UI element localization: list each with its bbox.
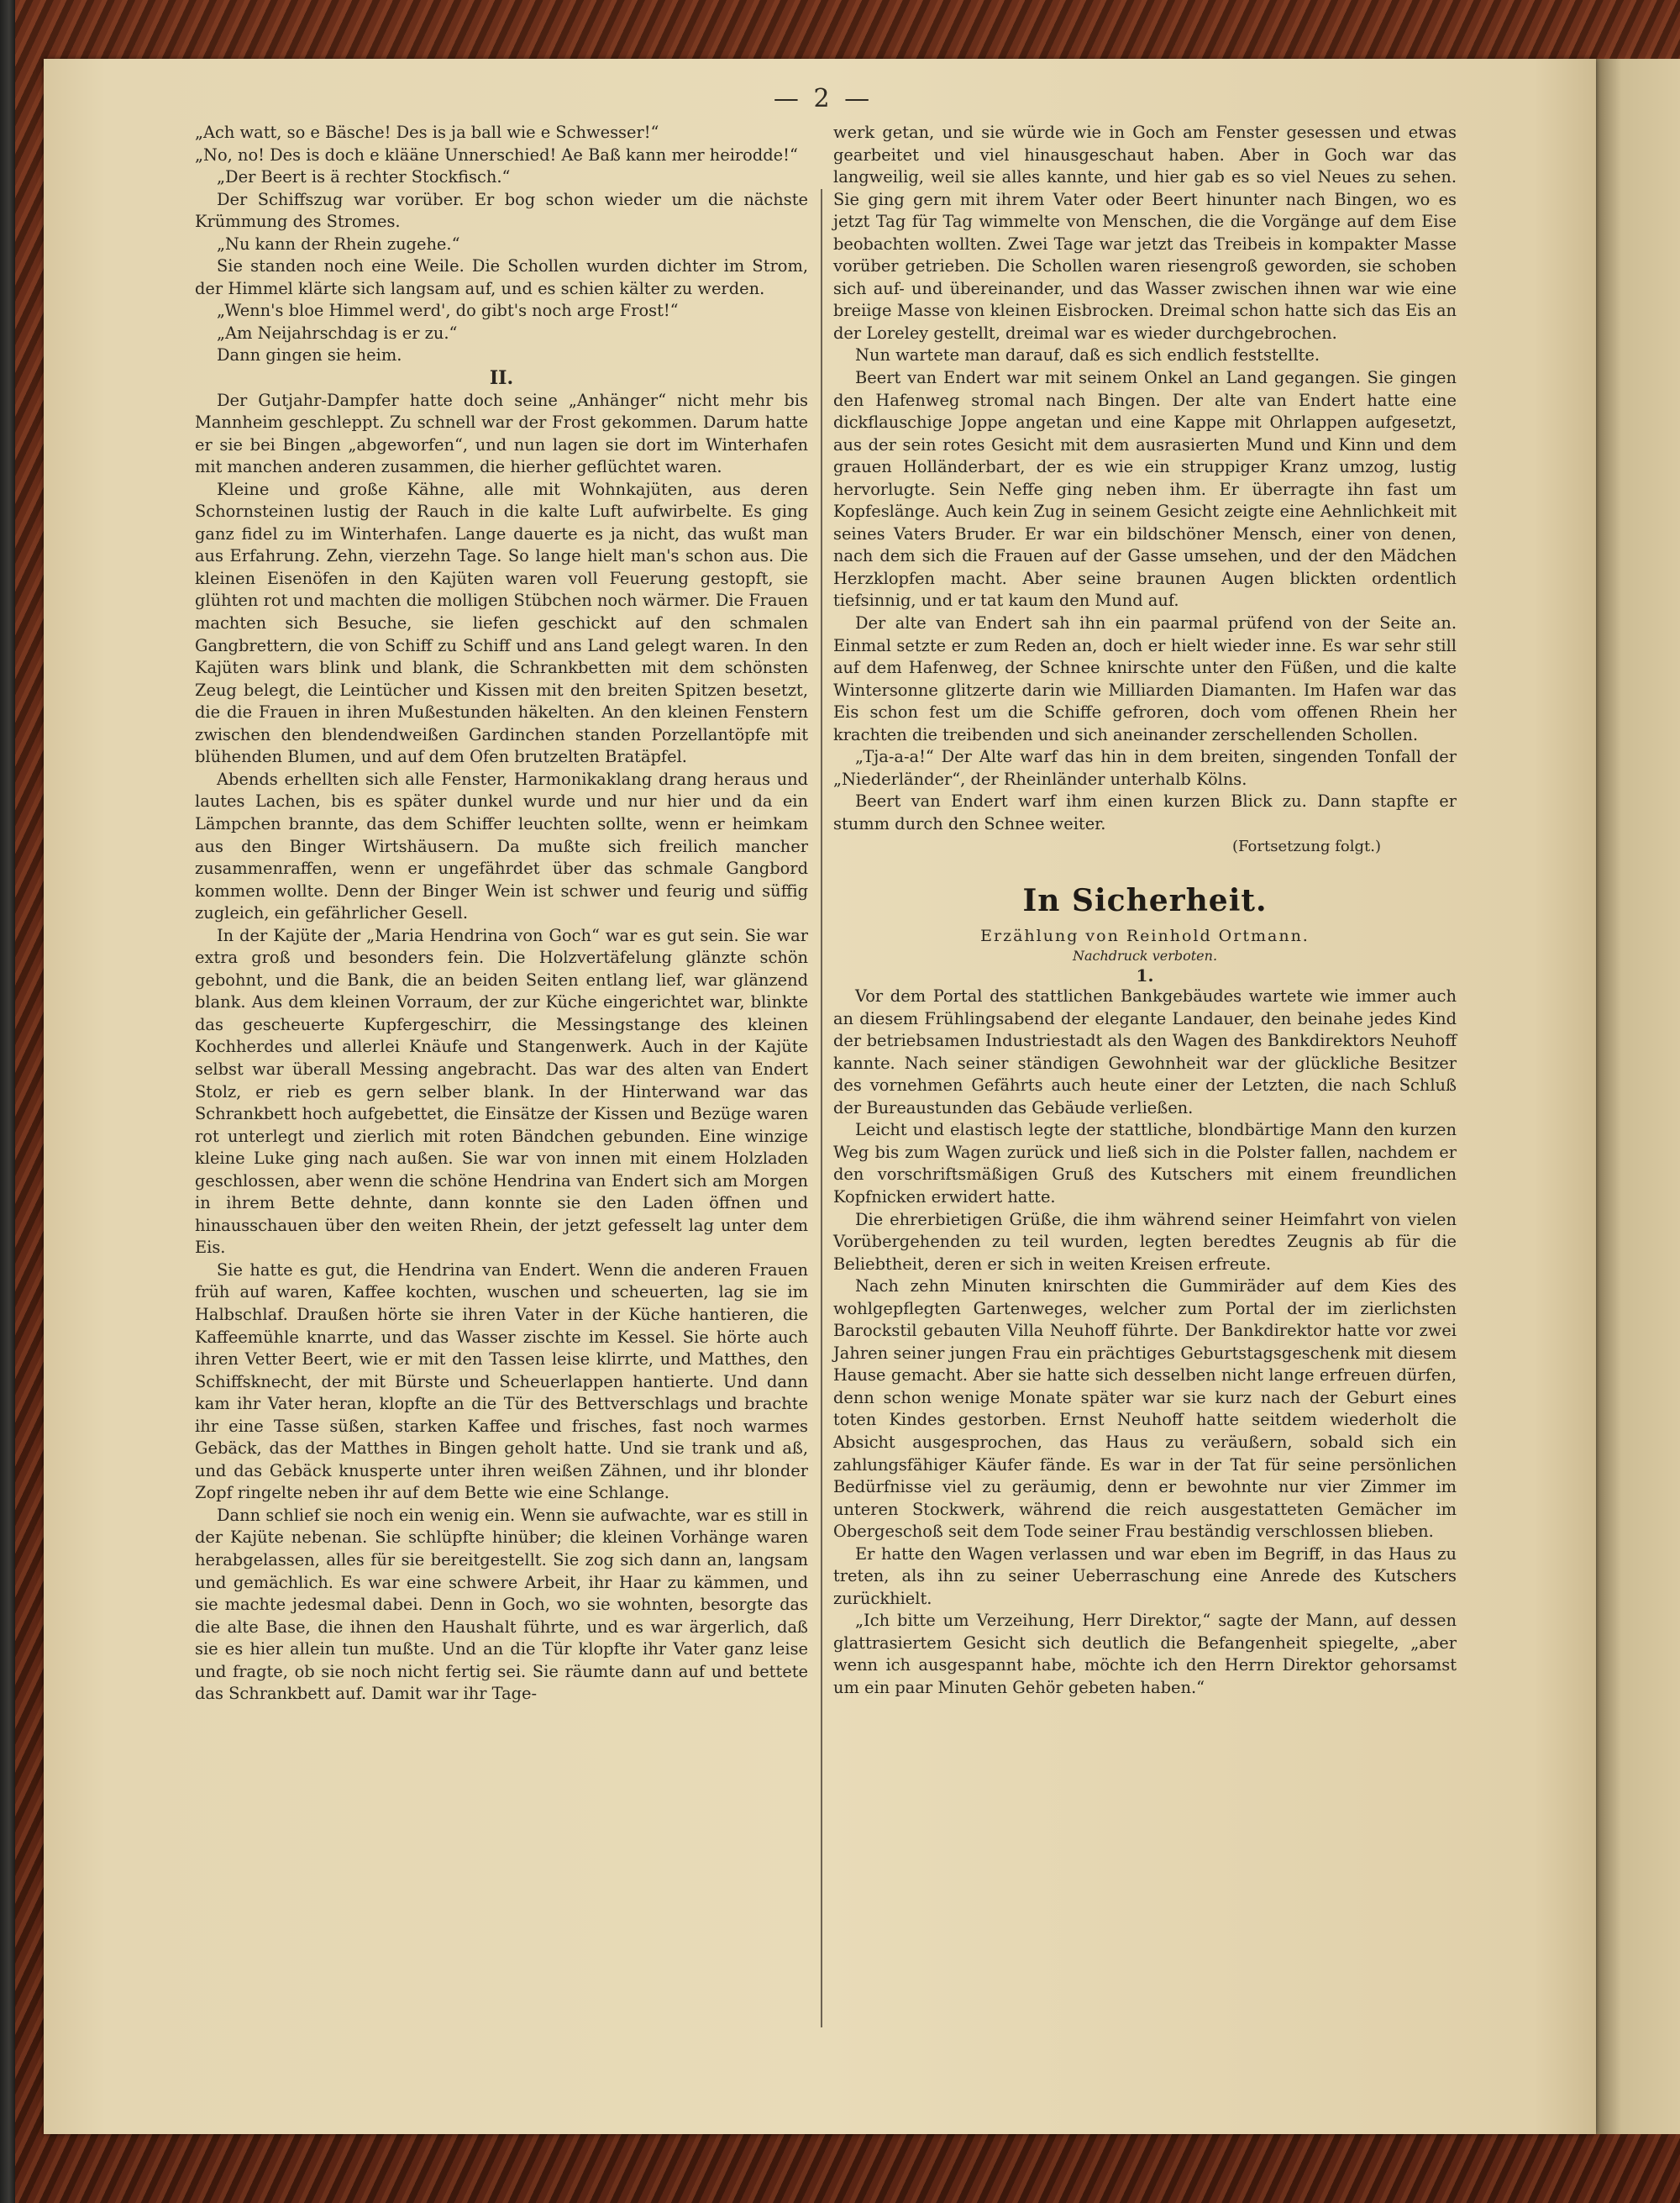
paragraph: Beert van Endert war mit seinem Onkel an Land gegangen. Sie gingen den Hafenweg stromal nach Bingen. Der alte van Endert hatte eine dickflauschige Joppe angetan und eine Kappe mit Ohrlappen aufgesetzt, aus der sein rotes Gesicht mit dem ausrasierten Mund und Kinn und dem grauen Holländerbart, der es wie ein struppiger Kranz umzog, lustig hervorlugte. Sein Neffe ging neben ihm. Er überragte ihn fast um Kopfeslänge. Auch kein Zug in seinem Gesicht zeigte eine Aehnlichkeit mit seines Vaters Bruder. Er war ein bildschöner Mensch, einer von denen, nach dem sich die Frauen auf der Gasse umsehen, und der den Mädchen Herzklopfen macht. Aber seine braunen Augen blickten ordentlich tiefsinnig, und er tat kaum den Mund auf.	[833, 368, 1457, 611]
paragraph: In der Kajüte der „Maria Hendrina von Goch“ war es gut sein. Sie war extra groß und besonders fein. Die Holzvertäfelung glänzte schön gebohnt, und die Bank, die an beiden Seiten entlang lief, war glänzend blank. Aus dem kleinen Vorraum, der zur Küche eingerichtet war, blinkte das gescheuerte Kupfergeschirr, die Messingstange des kleinen Kochherdes und allerlei Knäufe und Stangenwerk. Auch in der Kajüte selbst war überall Messing angebracht. Das war des alten van Endert Stolz, er rieb es gern selber blank. In der Hinterwand war das Schrankbett hoch aufgebettet, die Einsätze der Kissen und Bezüge waren rot unterlegt und zierlich mit roten Bändchen gebunden. Eine winzige kleine Luke ging nach außen. Sie war von innen mit einem Holzladen geschlossen, aber wenn die schöne Hendrina van Endert sich am Morgen in ihrem Bette dehnte, dann konnte sie den Laden öffnen und hinausschauen über den weiten Rhein, der jetzt gefesselt lag unter dem Eis.	[195, 925, 808, 1258]
chapter-number: 1.	[1136, 965, 1154, 986]
reprint-note: Nachdruck verboten.	[1072, 948, 1218, 965]
paragraph: Nun wartete man darauf, daß es sich endlich feststellte.	[855, 345, 1320, 365]
paragraph: Kleine und große Kähne, alle mit Wohnkajüten, aus deren Schornsteinen lustig der Rauch in die kalte Luft aufwirbelte. Es ging ganz fidel zu im Winterhafen. Lange dauerte es ja nicht, das wußt man aus Erfahrung. Zehn, vierzehn Tage. So lange hielt man's schon aus. Die kleinen Eisenöfen in den Kajüten waren voll Feuerung gestopft, sie glühten rot und machten die molligen Stübchen noch wärmer. Die Frauen machten sich Besuche, sie liefen geschickt auf den schmalen Gangbrettern, die von Schiff zu Schiff und ans Land gelegt waren. In den Kajüten wars blink und blank, die Schrankbetten mit dem schönsten Zeug belegt, die Leintücher und Kissen mit den breiten Spitzen besetzt, die die Frauen in ihren Mußestunden häkelten. An den kleinen Fenstern zwischen den blendendweißen Gardinchen standen Porzellantöpfe mit blühenden Blumen, und auf dem Ofen brutzelten Bratäpfel.	[195, 479, 808, 767]
paragraph: „Nu kann der Rhein zugehe.“	[217, 234, 460, 254]
paragraph: Nach zehn Minuten knirschten die Gummiräder auf dem Kies des wohlgepflegten Gartenweges, welcher zum Portal der im zierlichsten Barockstil gebauten Villa Neuhoff führte. Der Bankdirektor hatte vor zwei Jahren seiner jungen Frau ein prächtiges Geburtstagsgeschenk mit diesem Hause gemacht. Aber sie hatte sich desselben nicht lange erfreuen dürfen, denn schon wenige Monate später war sie kurz nach der Geburt eines toten Kindes gestorben. Ernst Neuhoff hatte seitdem wiederholt die Absicht ausgesprochen, das Haus zu veräußern, sobald sich ein zahlungsfähiger Käufer fände. Es war in der Tat für seine persönlichen Bedürfnisse viel zu geräumig, denn er bewohnte nur vier Zimmer im unteren Stockwerk, während die reich ausgestatteten Gemächer im Obergeschoß seit dem Tode seiner Frau beständig verschlossen blieben.	[833, 1276, 1457, 1542]
paragraph: Der alte van Endert sah ihn ein paarmal prüfend von der Seite an. Einmal setzte er zum Reden an, doch er hielt wieder inne. Es war sehr still auf dem Hafenweg, der Schnee knirschte unter den Füßen, und die kalte Wintersonne glitzerte darin wie Milliarden Diamanten. Im Hafen war das Eis schon fest um die Schiffe gefroren, doch vom offenen Rhein her krachten die treibenden und sich aneinander zerschellenden Schollen.	[833, 613, 1457, 744]
paragraph: Beert van Endert warf ihm einen kurzen Blick zu. Dann stapfte er stumm durch den Schnee weiter.	[833, 791, 1457, 833]
paragraph: Dann gingen sie heim.	[217, 345, 402, 365]
byline: Erzählung von Reinhold Ortmann.	[980, 927, 1310, 946]
paragraph: „Wenn's bloe Himmel werd', do gibt's noch arge Frost!“	[217, 301, 679, 321]
paragraph: „Am Neijahrschdag is er zu.“	[217, 323, 458, 343]
paragraph: Der Gutjahr-Dampfer hatte doch seine „Anhänger“ nicht mehr bis Mannheim geschleppt. Zu schnell war der Frost gekommen. Darum hatte er sie bei Bingen „abgeworfen“, und nun lagen sie dort im Winterhafen mit manchen anderen zusammen, die hierher geflüchtet waren.	[195, 390, 808, 477]
continuation-note: (Fortsetzung folgt.)	[1232, 837, 1381, 855]
facing-page-edge	[1596, 59, 1680, 2134]
paragraph: Sie standen noch eine Weile. Die Schollen wurden dichter im Strom, der Himmel klärte sich langsam auf, und es schien kälter zu werden.	[195, 256, 808, 298]
book-spine	[0, 0, 15, 2203]
paragraph: „Ich bitte um Verzeihung, Herr Direktor,“ sagte der Mann, auf dessen glattrasiertem Gesicht sich deutlich die Befangenheit spiegelte, „aber wenn ich ausgespannt habe, möchte ich den Herrn Direktor gehorsamst um ein paar Minuten Gehör gebeten haben.“	[833, 1611, 1457, 1697]
left-column	[195, 122, 808, 1706]
paragraph: „Ach watt, so e Bäsche! Des is ja ball wie e Schwesser!“	[195, 123, 659, 142]
paragraph: „No, no! Des is doch e klääne Unnerschied! Ae Baß kann mer heirodde!“	[195, 145, 798, 165]
column-rule	[821, 189, 822, 2027]
paragraph: Er hatte den Wagen verlassen und war eben im Begriff, in das Haus zu treten, als ihn zu seiner Ueberraschung eine Anrede des Kutschers zurückhielt.	[833, 1543, 1457, 1608]
paragraph: Der Schiffszug war vorüber. Er bog schon wieder um die nächste Krümmung des Stromes.	[195, 189, 808, 232]
section-numeral: II.	[489, 367, 514, 390]
paragraph: werk getan, und sie würde wie in Goch am Fenster gesessen und etwas gearbeitet und viel hinausgeschaut haben. Aber in Goch war das langweilig, weil sie alles kannte, und hier gab es so viel Neues zu sehen. Sie ging gern mit ihrem Vater oder Beert hinunter nach Bingen, wo es jetzt Tag für Tag wimmelte von Menschen, die die Vorgänge auf dem Eise beobachten wollten. Zwei Tage war jetzt das Treibeis in kompakter Masse vorüber getrieben. Die Schollen waren riesengroß geworden, sie schoben sich auf- und übereinander, und das Wasser zwischen ihnen war wie eine breiige Masse von kleinen Eisbrocken. Dreimal schon hatte sich das Eis an der Loreley gestellt, dreimal war es wieder durchgebrochen.	[833, 123, 1457, 343]
right-column	[833, 122, 1457, 1700]
paragraph: Abends erhellten sich alle Fenster, Harmonikaklang drang heraus und lautes Lachen, bis es später dunkel wurde und nur hier und da ein Lämpchen brannte, das dem Schiffer leuchten sollte, wenn er heimkam aus den Binger Wirtshäusern. Da mußte sich freilich mancher zusammenraffen, wenn er ungefährdet über das schmale Gangbord kommen wollte. Denn der Binger Wein ist schwer und feurig und süffig zugleich, ein gefährlicher Gesell.	[195, 769, 808, 923]
paragraph: Vor dem Portal des stattlichen Bankgebäudes wartete wie immer auch an diesem Frühlingsabend der elegante Landauer, den beinahe jedes Kind der betriebsamen Industriestadt als den Wagen des Bankdirektors Neuhoff kannte. Nach seiner ständigen Gewohnheit war der glückliche Besitzer des vornehmen Gefährts auch heute einer der Letzten, die nach Schluß der Bureaustunden das Gebäude verließen.	[833, 986, 1457, 1117]
story-title: In Sicherheit.	[1022, 883, 1268, 919]
paragraph: „Der Beert is ä rechter Stockfisch.“	[217, 167, 511, 187]
page-number: — 2 —	[773, 84, 874, 113]
paragraph: Die ehrerbietigen Grüße, die ihm während seiner Heimfahrt von vielen Vorübergehenden zu teil wurden, legten beredtes Zeugnis ab für die Beliebtheit, deren er sich in weiten Kreisen erfreute.	[833, 1209, 1457, 1274]
paragraph: „Tja-a-a!“ Der Alte warf das hin in dem breiten, singenden Tonfall der „Niederländer“, der Rheinländer unterhalb Kölns.	[833, 747, 1457, 789]
paragraph: Sie hatte es gut, die Hendrina van Endert. Wenn die anderen Frauen früh auf waren, Kaffee kochten, wuschen und scheuerten, lag sie im Halbschlaf. Draußen hörte sie ihren Vater in der Küche hantieren, die Kaffeemühle knarrte, und das Wasser zischte im Kessel. Sie hörte auch ihren Vetter Beert, wie er mit den Tassen leise klirrte, und Matthes, den Schiffsknecht, der mit Bürste und Scheuerlappen hantierte. Und dann kam ihr Vater heran, klopfte an die Tür des Bettverschlags und brachte ihr eine Tasse süßen, starken Kaffee und frisches, fast noch warmes Gebäck, das der Matthes in Bingen geholt hatte. Und sie trank und aß, und das Gebäck knusperte unter ihren weißen Zähnen, und ihr blonder Zopf ringelte neben ihr auf dem Bette wie eine Schlange.	[195, 1259, 808, 1503]
paragraph: Leicht und elastisch legte der stattliche, blondbärtige Mann den kurzen Weg bis zum Wagen zurück und ließ sich in die Polster fallen, nachdem er den vorschriftsmäßigen Gruß des Kutschers mit einem freundlichen Kopfnicken erwidert hatte.	[833, 1120, 1457, 1207]
paragraph: Dann schlief sie noch ein wenig ein. Wenn sie aufwachte, war es still in der Kajüte nebenan. Sie schlüpfte hinüber; die kleinen Vorhänge waren herabgelassen, alles für sie bereitgestellt. Sie zog sich dann an, langsam und gemächlich. Es war eine schwere Arbeit, ihr Haar zu kämmen, und sie machte jedesmal dabei. Denn in Goch, wo sie wohnten, besorgte das die alte Base, die ihnen den Haushalt führte, und es war ärgerlich, daß sie es hier allein tun mußte. Und an die Tür klopfte ihr Vater ganz leise und fragte, ob sie noch nicht fertig sei. Sie räumte dann auf und bettete das Schrankbett auf. Damit war ihr Tage-	[195, 1505, 808, 1704]
